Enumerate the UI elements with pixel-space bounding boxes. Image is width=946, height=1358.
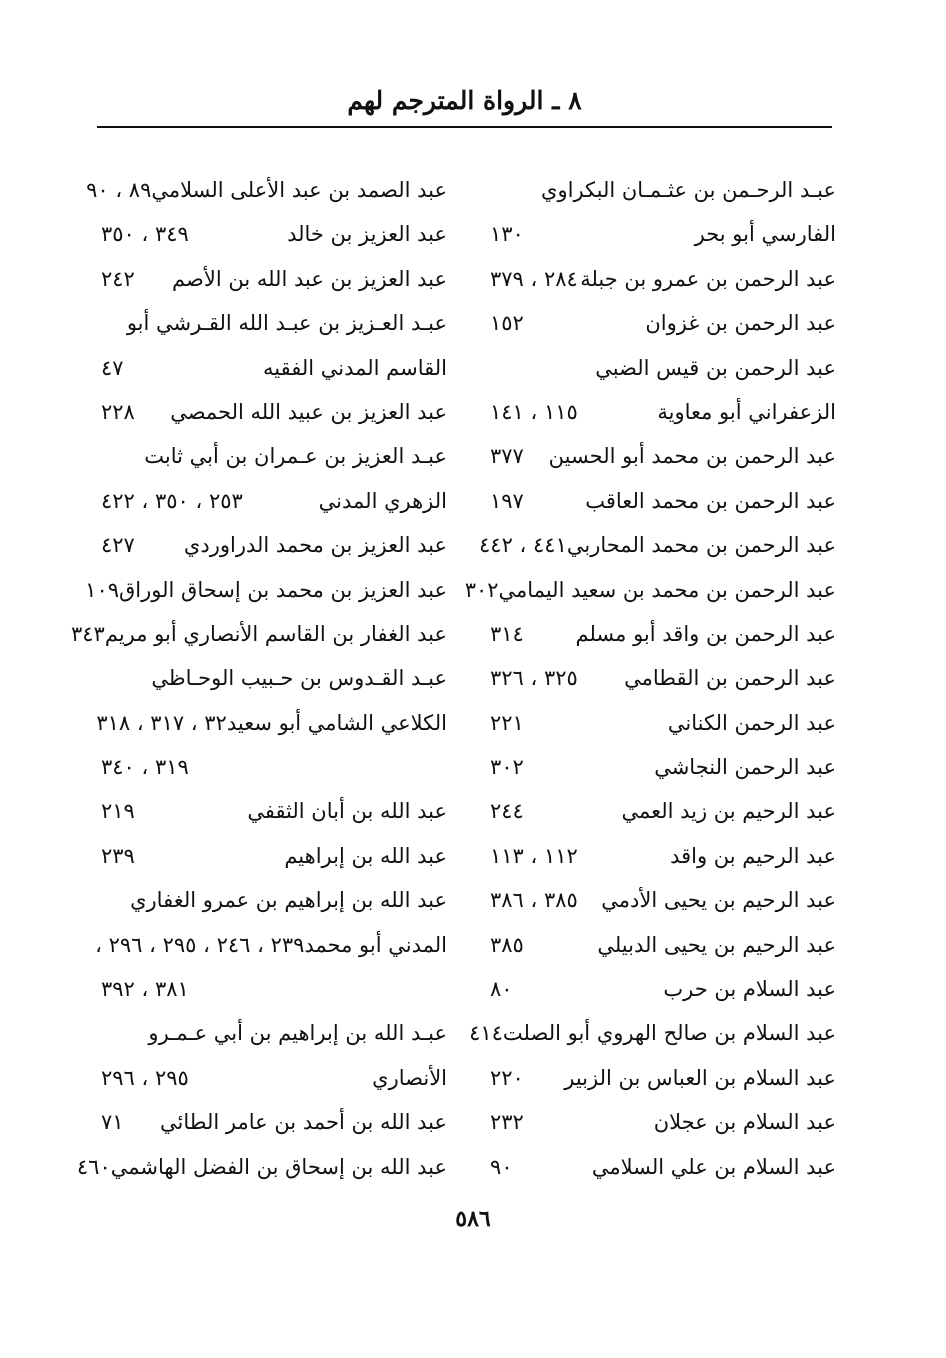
index-entry [486, 1145, 836, 1189]
narrator-name: عبد السلام بن حرب [663, 977, 836, 1002]
narrator-name: الزهري المدني [318, 488, 447, 513]
index-entry [486, 479, 836, 523]
narrator-name: عبد الرحمن بن القطامي [624, 666, 836, 691]
index-entry [486, 1056, 836, 1100]
page-references: ٣٨٥ ، ٣٨٦ [490, 888, 578, 913]
page-references: ٢٥٣ ، ٣٥٠ ، ٤٢٢ [101, 488, 243, 513]
index-entry [479, 523, 836, 567]
narrator-name: عبد الرحمن بن واقد أبو مسلم [575, 621, 836, 646]
narrator-name: عبد العزيز بن عبيد الله الحمصي [170, 399, 447, 424]
narrator-name: عبد الرحمن بن قيس الضبي [595, 355, 836, 380]
index-entry [486, 923, 836, 967]
narrator-name: عبد العزيز بن خالد [287, 222, 447, 247]
index-entry [97, 1100, 447, 1144]
index-entry [486, 257, 836, 301]
index-entry [486, 612, 836, 656]
page-references: ٢٣٩ [101, 843, 135, 868]
page-references: ١٣٠ [490, 222, 524, 247]
narrator-name: الكلاعي الشامي أبو سعيد [226, 710, 447, 735]
index-entry [97, 257, 447, 301]
index-entry [97, 1011, 447, 1055]
narrator-name: عبـد القـدوس بن حـبيب الوحـاظي [151, 666, 447, 691]
index-entry [97, 967, 447, 1011]
index-entry [486, 789, 836, 833]
index-entry [486, 390, 836, 434]
index-entry [97, 301, 447, 345]
index-entry [486, 168, 836, 212]
narrator-name: عبد الله بن إسحاق بن الفضل الهاشمي [110, 1154, 447, 1179]
page-references: ٩٠ [490, 1154, 513, 1179]
index-entry [464, 568, 836, 612]
index-entry [97, 878, 447, 922]
index-entry [97, 745, 447, 789]
page-references: ٣٤٩ ، ٣٥٠ [101, 222, 189, 247]
page-references: ١١٥ ، ١٤١ [490, 399, 578, 424]
page-references: ١٠٩ [85, 577, 120, 602]
page-references: ٣٢ ، ٣١٧ ، ٣١٨ [96, 710, 227, 735]
narrator-name: عبد الغفار بن القاسم الأنصاري أبو مريم [104, 621, 447, 646]
page-references: ٢٨٤ ، ٣٧٩ [490, 266, 578, 291]
page-references: ٣١٩ ، ٣٤٠ [101, 755, 189, 780]
narrator-name: عبد الرحيم بن واقد [670, 843, 836, 868]
narrator-name: الزعفراني أبو معاوية [657, 399, 836, 424]
index-entry [97, 346, 447, 390]
narrator-name: عبـد الرحـمن بن عثـمـان البكراوي [541, 178, 836, 202]
narrator-name: عبد الرحمن بن محمد المحاربي [566, 533, 836, 558]
page-references: ٢٣٢ [490, 1110, 524, 1135]
narrator-name: عبد العزيز بن محمد الدراوردي [183, 533, 447, 558]
page-references: ٢٤٤ [490, 799, 524, 824]
index-entry [76, 1145, 447, 1189]
page-references: ٣٧٧ [490, 444, 524, 469]
index-entry [486, 701, 836, 745]
index-entry [486, 346, 836, 390]
page-references: ٧١ [101, 1110, 124, 1135]
page-references: ٢٩٥ ، ٢٩٦ [101, 1065, 189, 1090]
narrator-name: الفارسي أبو بحر [694, 222, 836, 247]
page-header: ٨ ـ الرواة المترجم لهم [347, 86, 582, 115]
narrator-name: عبد الرحمن بن غزوان [645, 311, 836, 336]
narrator-name: عبد الله بن إبراهيم بن عمرو الغفاري [130, 888, 447, 913]
index-entry [97, 701, 447, 745]
index-entry [486, 212, 836, 256]
index-entry [97, 923, 447, 967]
page-references: ٤٧ [101, 355, 124, 380]
index-entry [97, 789, 447, 833]
index-entry [486, 1100, 836, 1144]
page-references: ٢١٩ [101, 799, 135, 824]
page-number: ٥٨٦ [455, 1206, 491, 1232]
narrator-name: عبد الرحيم بن زيد العمي [621, 799, 836, 824]
narrator-name: عبد العزيز بن عبد الله بن الأصم [172, 266, 447, 291]
index-entry [71, 612, 447, 656]
page-references: ٢٣٩ ، ٢٤٦ ، ٢٩٥ ، ٢٩٦ ، [95, 932, 305, 957]
narrator-name: عبـد العزيز بن عـمران بن أبي ثابت [144, 444, 447, 469]
narrator-name: عبـد الله بن إبراهيم بن أبي عـمـرو [148, 1021, 447, 1046]
narrator-name: عبد السلام بن صالح الهروي أبو الصلت [502, 1021, 836, 1046]
index-entry [97, 434, 447, 478]
page-references: ٢٢٨ [101, 399, 135, 424]
right-column [464, 168, 836, 1189]
index-entry [486, 434, 836, 478]
page-references: ٣٠٢ [490, 755, 524, 780]
narrator-name: عبد الرحمن بن محمد بن سعيد اليمامي [498, 577, 836, 602]
page-references: ٣١٤ [490, 621, 524, 646]
page-references: ٢٤٢ [101, 266, 135, 291]
page-references: ٤٦٠ [76, 1154, 111, 1179]
page-references: ٣٨١ ، ٣٩٢ [101, 977, 189, 1002]
narrator-name: عبد الرحمن النجاشي [654, 755, 836, 780]
index-entry [486, 967, 836, 1011]
narrator-name: عبد السلام بن العباس بن الزبير [564, 1065, 836, 1090]
narrator-name: عبد الرحمن بن عمرو بن جبلة [580, 266, 836, 291]
narrator-name: القاسم المدني الفقيه [263, 355, 447, 380]
page-references: ٤٢٧ [101, 533, 135, 558]
page-references: ٣٤٣ [71, 621, 105, 646]
index-entry [97, 479, 447, 523]
page-references: ٣٠٢ [464, 577, 499, 602]
index-entry [486, 878, 836, 922]
narrator-name: عبد الرحمن الكناني [667, 710, 836, 735]
page-references: ٢٢١ [490, 710, 524, 735]
page-references: ٨٠ [490, 977, 513, 1002]
index-entry [486, 301, 836, 345]
narrator-name: الأنصاري [372, 1065, 447, 1090]
narrator-name: عبد الله بن إبراهيم [284, 843, 447, 868]
page-references: ١٥٢ [490, 311, 524, 336]
index-entry [97, 523, 447, 567]
index-entry [486, 656, 836, 700]
index-entry [97, 656, 447, 700]
page-references: ٣٢٥ ، ٣٢٦ [490, 666, 578, 691]
narrator-name: المدني أبو محمد [304, 932, 447, 957]
narrator-name: عبد السلام بن علي السلامي [591, 1154, 836, 1179]
index-entry [97, 834, 447, 878]
narrator-name: عبد الرحيم بن يحيى الدبيلي [597, 932, 836, 957]
narrator-name: عبد الرحيم بن يحيى الأدمي [601, 888, 836, 913]
narrator-name: عبد العزيز بن محمد بن إسحاق الوراق [119, 577, 447, 602]
index-entry [86, 168, 447, 212]
index-entry [469, 1011, 836, 1055]
index-entry [97, 212, 447, 256]
page-references: ٤١٤ [469, 1021, 503, 1046]
index-entry [97, 390, 447, 434]
index-entry [85, 568, 447, 612]
narrator-name: عبد الله بن أحمد بن عامر الطائي [160, 1110, 447, 1135]
index-entry [97, 1056, 447, 1100]
page-references: ١٩٧ [490, 488, 524, 513]
left-column [71, 168, 447, 1189]
page-references: ٢٢٠ [490, 1065, 524, 1090]
narrator-name: عبد الرحمن بن محمد العاقب [585, 488, 836, 513]
page-references: ٣٨٥ [490, 932, 524, 957]
narrator-name: عبد الصمد بن عبد الأعلى السلامي [151, 178, 447, 202]
narrator-name: عبد الرحمن بن محمد أبو الحسين [548, 444, 836, 469]
page-references: ٤٤١ ، ٤٤٢ [479, 533, 567, 558]
index-entry [486, 834, 836, 878]
index-entry [486, 745, 836, 789]
narrator-name: عبد الله بن أبان الثقفي [247, 799, 447, 824]
narrator-name: عبد السلام بن عجلان [653, 1110, 836, 1135]
narrator-name: عبـد العـزيز بن عبـد الله القـرشي أبو [126, 311, 447, 336]
page-references: ١١٢ ، ١١٣ [490, 843, 578, 868]
page-references: ٨٩ ، ٩٠ [86, 178, 152, 202]
header-divider [97, 126, 832, 128]
